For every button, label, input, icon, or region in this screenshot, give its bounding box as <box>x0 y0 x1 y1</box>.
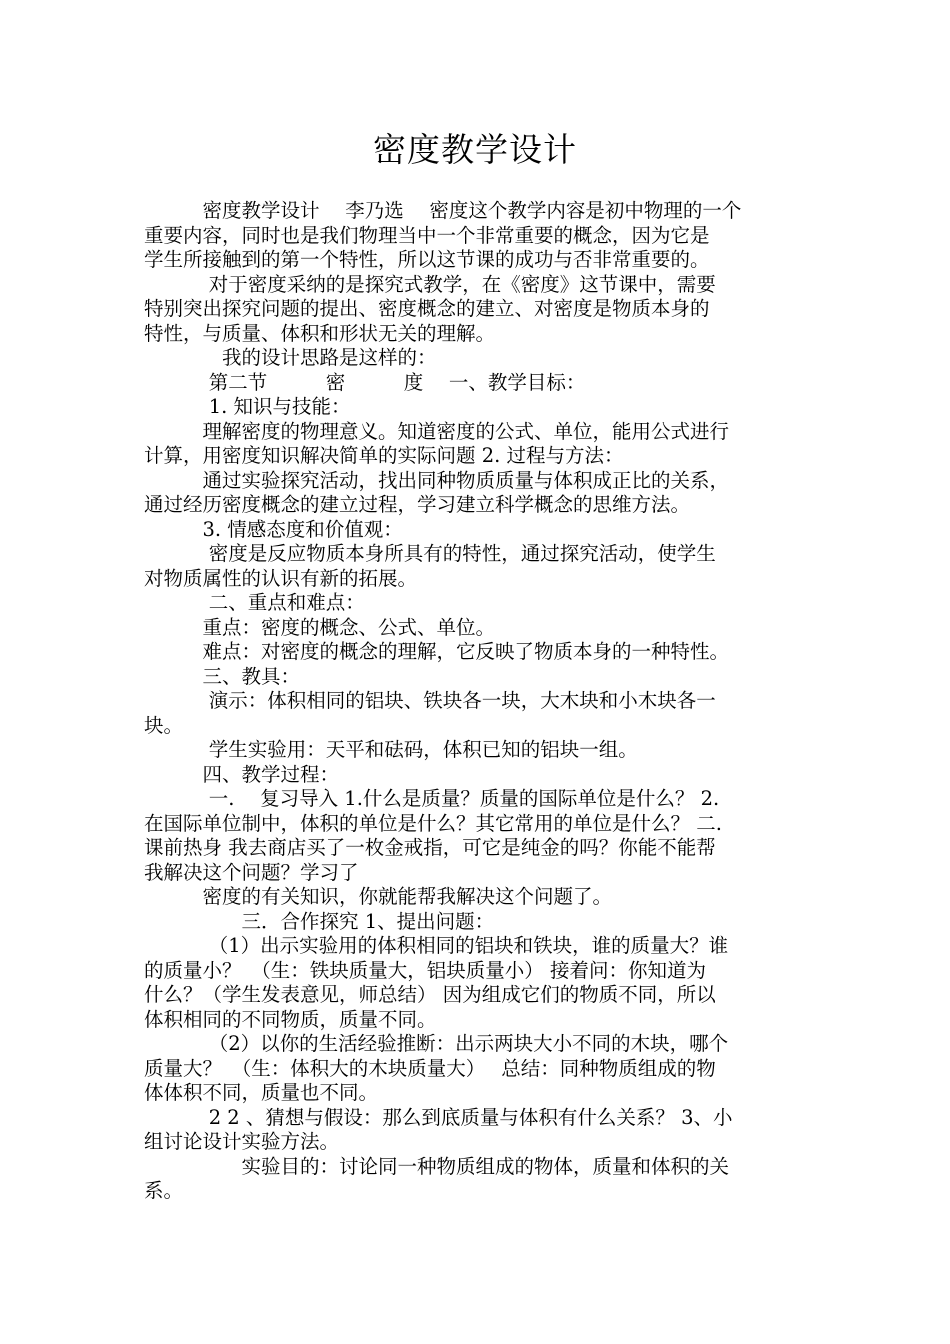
text-line: 计算，用密度知识解决简单的实际问题 2. 过程与方法： <box>144 444 624 467</box>
text-line: （1）出示实验用的体积相同的铝块和铁块，谁的质量大？谁 <box>144 934 729 957</box>
text-line: 系。 <box>144 1179 184 1202</box>
text-line: 3. 情感态度和价值观： <box>144 517 403 541</box>
text-line: 一. 复习导入 1.什么是质量？质量的国际单位是什么？ 2. <box>144 787 720 810</box>
text-line: 组讨论设计实验方法。 <box>144 1130 340 1153</box>
text-line: 密度是反应物质本身所具有的特性，通过探究活动，使学生 <box>144 542 716 565</box>
text-line: 重要内容，同时也是我们物理当中一个非常重要的概念，因为它是 <box>144 223 710 247</box>
text-line: 三．合作探究 1、提出问题： <box>144 909 495 933</box>
text-line: 课前热身 我去商店买了一枚金戒指，可它是纯金的吗？你能不能帮 <box>144 836 716 859</box>
text-line: （2）以你的生活经验推断：出示两块大小不同的木块，哪个 <box>144 1032 729 1055</box>
text-line: 体积相同的不同物质，质量不同。 <box>144 1007 437 1031</box>
text-line: 理解密度的物理意义。知道密度的公式、单位，能用公式进行 <box>144 419 730 443</box>
text-line: 2 2 、猜想与假设：那么到底质量与体积有什么关系？ 3、小 <box>144 1105 733 1129</box>
document-title: 密度教学设计 <box>373 130 577 169</box>
text-line: 三、教具： <box>144 664 301 688</box>
text-line: 我的设计思路是这样的： <box>144 346 437 369</box>
text-line: 质量大？ （生：体积大的木块质量大） 总结：同种物质组成的物 <box>144 1056 716 1080</box>
text-line: 学生所接触到的第一个特性，所以这节课的成功与否非常重要的。 <box>144 248 710 271</box>
text-line: 块。 <box>144 713 184 737</box>
text-line: 演示：体积相同的铝块、铁块各一块，大木块和小木块各一 <box>144 689 716 712</box>
text-line: 的质量小？ （生：铁块质量大，铝块质量小） 接着问：你知道为 <box>144 958 706 982</box>
text-line: 特别突出探究问题的提出、密度概念的建立、对密度是物质本身的 <box>144 297 710 320</box>
text-line: 难点：对密度的概念的理解，它反映了物质本身的一种特性。 <box>144 640 730 663</box>
text-line: 学生实验用：天平和砝码，体积已知的铝块一组。 <box>144 738 638 761</box>
text-line: 对于密度采纳的是探究式教学，在《密度》这节课中，需要 <box>144 272 716 296</box>
text-line: 密度的有关知识，你就能帮我解决这个问题了。 <box>144 885 613 908</box>
text-line: 二、重点和难点： <box>144 591 365 614</box>
text-line: 1. 知识与技能： <box>144 395 351 418</box>
text-line: 重点：密度的概念、公式、单位。 <box>144 615 496 639</box>
text-line: 第二节 密 度 一、教学目标： <box>144 370 586 394</box>
text-line: 特性，与质量、体积和形状无关的理解。 <box>144 321 496 345</box>
text-line: 什么？（学生发表意见，师总结） 因为组成它们的物质不同，所以 <box>144 983 716 1006</box>
text-line: 四、教学过程： <box>144 762 340 786</box>
text-line: 通过经历密度概念的建立过程，学习建立科学概念的思维方法。 <box>144 493 691 516</box>
text-line: 体体积不同，质量也不同。 <box>144 1081 379 1104</box>
text-line: 实验目的：讨论同一种物质组成的物体，质量和体积的关 <box>144 1154 730 1178</box>
text-line: 密度教学设计 李乃选 密度这个教学内容是初中物理的一个 <box>144 199 742 222</box>
text-line: 通过实验探究活动，找出同种物质质量与体积成正比的关系， <box>144 468 730 492</box>
text-line: 对物质属性的认识有新的拓展。 <box>144 566 418 590</box>
document-body <box>144 199 824 1204</box>
text-line: 我解决这个问题？学习了 <box>144 860 359 884</box>
text-line: 在国际单位制中，体积的单位是什么？其它常用的单位是什么？ 二. <box>144 811 722 835</box>
